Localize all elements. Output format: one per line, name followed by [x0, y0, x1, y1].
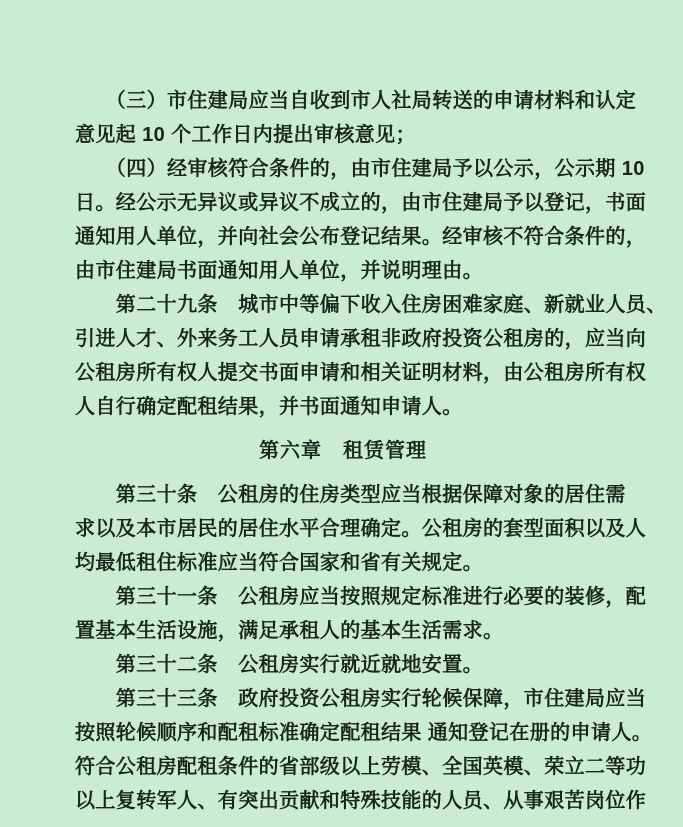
- text-line: 意见起 10 个工作日内提出审核意见；: [75, 124, 416, 146]
- text-line: 按照轮候顺序和配租标准确定配租结果 通知登记在册的申请人。: [75, 722, 653, 744]
- text-line: 求以及本市居民的居住水平合理确定。公租房的套型面积以及人: [75, 518, 647, 540]
- text-line: 第三十条 公租房的住房类型应当根据保障对象的居住需: [75, 484, 626, 506]
- text-line: 引进人才、外来务工人员申请承租非政府投资公租房的，应当向: [75, 328, 647, 350]
- text-line: 置基本生活设施，满足承租人的基本生活需求。: [75, 620, 504, 642]
- text-line: 均最低租住标准应当符合国家和省有关规定。: [75, 552, 483, 574]
- paragraph: [75, 580, 647, 648]
- text-line: 第二十九条 城市中等偏下收入住房困难家庭、新就业人员、: [75, 294, 667, 316]
- paragraph: [75, 648, 633, 682]
- paragraph: [75, 478, 647, 580]
- paragraph: [75, 152, 647, 288]
- text-line: 第三十一条 公租房应当按照规定标准进行必要的装修，配: [75, 586, 647, 608]
- paragraph: [75, 288, 667, 424]
- paragraph: [75, 682, 653, 818]
- text-line: （三）市住建局应当自收到市人社局转送的申请材料和认定: [75, 90, 637, 112]
- text-line: 符合公租房配租条件的省部级以上劳模、全国英模、荣立二等功: [75, 756, 647, 778]
- text-line: 以上复转军人、有突出贡献和特殊技能的人员、从事艰苦岗位作: [75, 790, 647, 812]
- text-line: 第六章 租赁管理: [259, 440, 427, 462]
- text-line: 第三十三条 政府投资公租房实行轮候保障，市住建局应当: [75, 688, 647, 710]
- text-line: （四）经审核符合条件的，由市住建局予以公示，公示期 10: [75, 158, 645, 180]
- text-line: 由市住建局书面通知用人单位，并说明理由。: [75, 260, 483, 282]
- chapter-heading: [75, 434, 633, 468]
- text-line: 通知用人单位，并向社会公布登记结果。经审核不符合条件的，: [75, 226, 647, 248]
- text-line: 公租房所有权人提交书面申请和相关证明材料，由公租房所有权: [75, 362, 647, 384]
- paragraph: [75, 84, 637, 152]
- text-line: 人自行确定配租结果，并书面通知申请人。: [75, 396, 463, 418]
- text-line: 第三十二条 公租房实行就近就地安置。: [75, 654, 483, 676]
- text-line: 日。经公示无异议或异议不成立的，由市住建局予以登记，书面: [75, 192, 647, 214]
